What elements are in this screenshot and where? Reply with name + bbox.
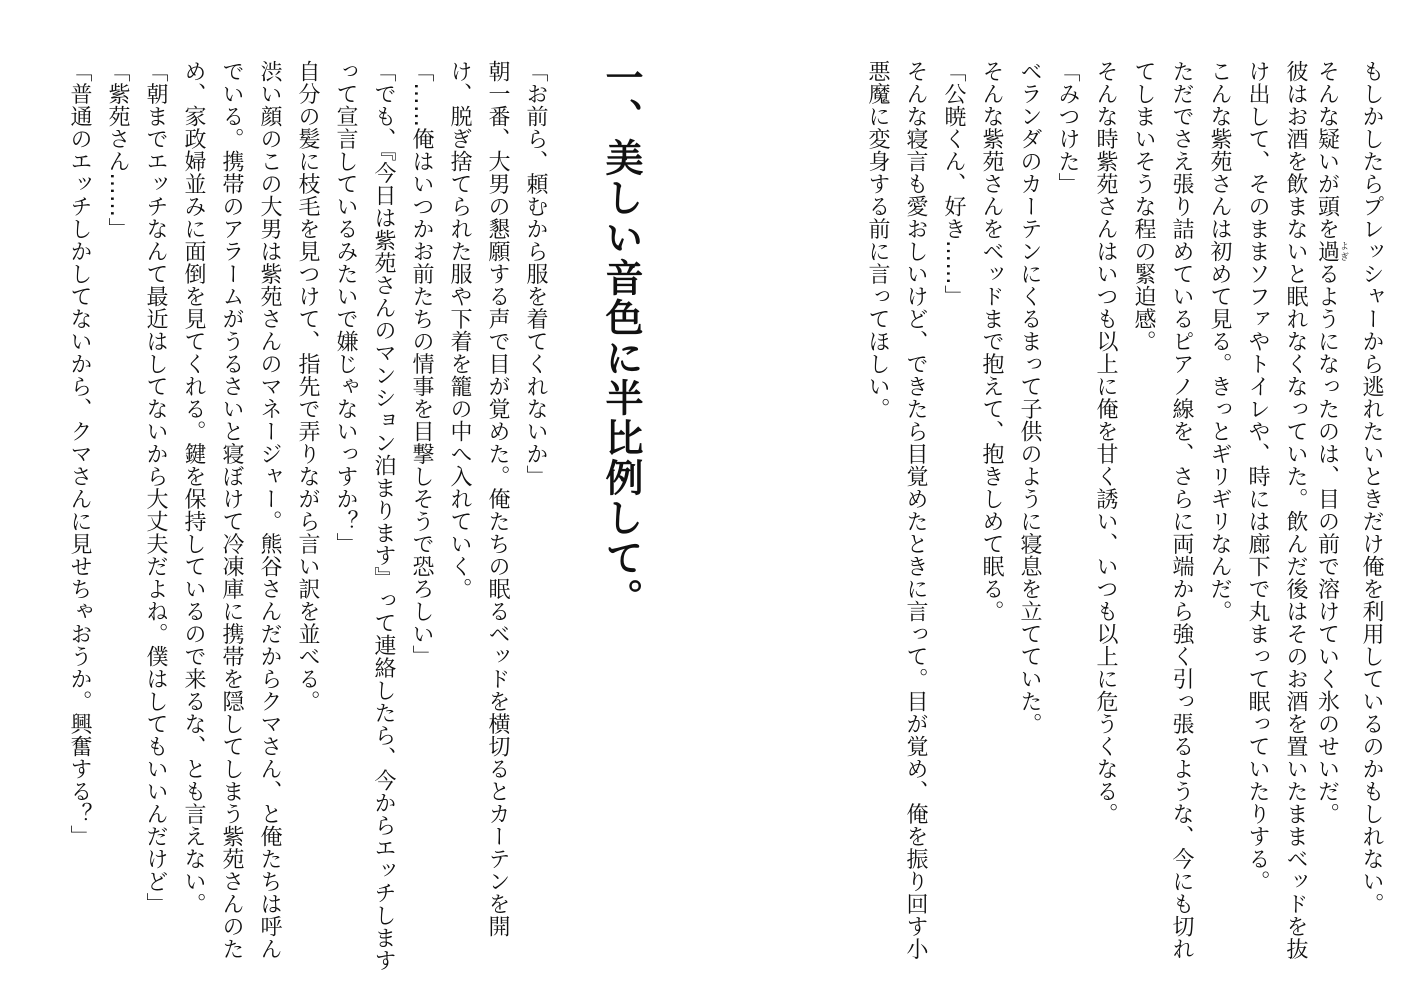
body-line: てしまいそうな程の緊迫感。 — [1131, 60, 1156, 353]
body-line: そんな時紫苑さんはいつも以上に俺を甘く誘い、いつも以上に危うくなる。 — [1093, 60, 1118, 825]
line-segment: そんな疑いが頭を — [1314, 60, 1340, 240]
body-line: でいる。携帯のアラームがうるさいと寝ぼけて冷凍庫に携帯を隠してしまう紫苑さんのた — [219, 60, 244, 960]
body-line: 自分の髪に枝毛を見つけて、指先で弄りながら言い訳を並べる。 — [295, 60, 320, 713]
body-line: 朝一番、大男の懇願する声で目が覚めた。俺たちの眠るベッドを横切るとカーテンを開 — [485, 60, 510, 938]
body-line: もしかしたらプレッシャーから逃れたいときだけ俺を利用しているのかもしれない。 — [1359, 60, 1384, 915]
line-segment: るようになったのは、目の前で溶けていく氷のせいだ。 — [1314, 262, 1340, 825]
body-line: こんな紫苑さんは初めて見る。きっとギリギリなんだ。 — [1207, 60, 1232, 623]
dialogue-line: 「普通のエッチしかしてないから、クマさんに見せちゃおうか。興奮する？」 — [67, 60, 92, 848]
body-line: め、家政婦並みに面倒を見てくれる。鍵を保持しているので来るな、とも言えない。 — [181, 60, 206, 915]
body-line: ただでさえ張り詰めているピアノ線を、さらに両端から強く引っ張るような、今にも切れ — [1169, 60, 1194, 960]
dialogue-line: 「紫苑さん……」 — [105, 60, 130, 240]
right-page — [707, 0, 1414, 1000]
body-line: 渋い顔のこの大男は紫苑さんのマネージャー。熊谷さんだからクマさん、と俺たちは呼ん — [257, 60, 282, 960]
dialogue-line: 「みつけた」 — [1055, 60, 1080, 195]
body-line: け出して、そのままソファやトイレや、時には廊下で丸まって眠っていたりする。 — [1245, 60, 1270, 893]
dialogue-line: 「お前ら、頼むから服を着てくれないか」 — [523, 60, 548, 488]
chapter-heading: 一、美しい音色に半比例して。 — [599, 58, 643, 618]
body-line: そんな寝言も愛おしいけど、できたら目覚めたときに言って。目が覚め、俺を振り回す小 — [903, 60, 928, 960]
body-line: そんな紫苑さんをベッドまで抱えて、抱きしめて眠る。 — [979, 60, 1004, 623]
body-line: 彼はお酒を飲まないと眠れなくなっていた。飲んだ後はそのお酒を置いたままベッドを抜 — [1283, 60, 1308, 960]
ruby-annotation: 過よぎ — [1314, 240, 1348, 263]
body-line: ベランダのカーテンにくるまって子供のように寝息を立てていた。 — [1017, 60, 1042, 735]
body-line: 悪魔に変身する前に言ってほしい。 — [865, 60, 890, 420]
dialogue-line: 「公暁くん、好き……」 — [941, 60, 966, 308]
body-line: って宣言しているみたいで嫌じゃないっすか？」 — [333, 60, 358, 555]
dialogue-line: 「朝までエッチなんて最近はしてないから大丈夫だよね。僕はしてもいいんだけど」 — [143, 60, 168, 915]
body-line-with-ruby — [1314, 60, 1348, 960]
body-line: け、脱ぎ捨てられた服や下着を籠の中へ入れていく。 — [447, 60, 472, 600]
dialogue-line: 「……俺はいつかお前たちの情事を目撃しそうで恐ろしい」 — [409, 60, 434, 668]
dialogue-line: 「でも、『今日は紫苑さんのマンション泊まります』って連絡したら、今からエッチします — [371, 60, 396, 972]
